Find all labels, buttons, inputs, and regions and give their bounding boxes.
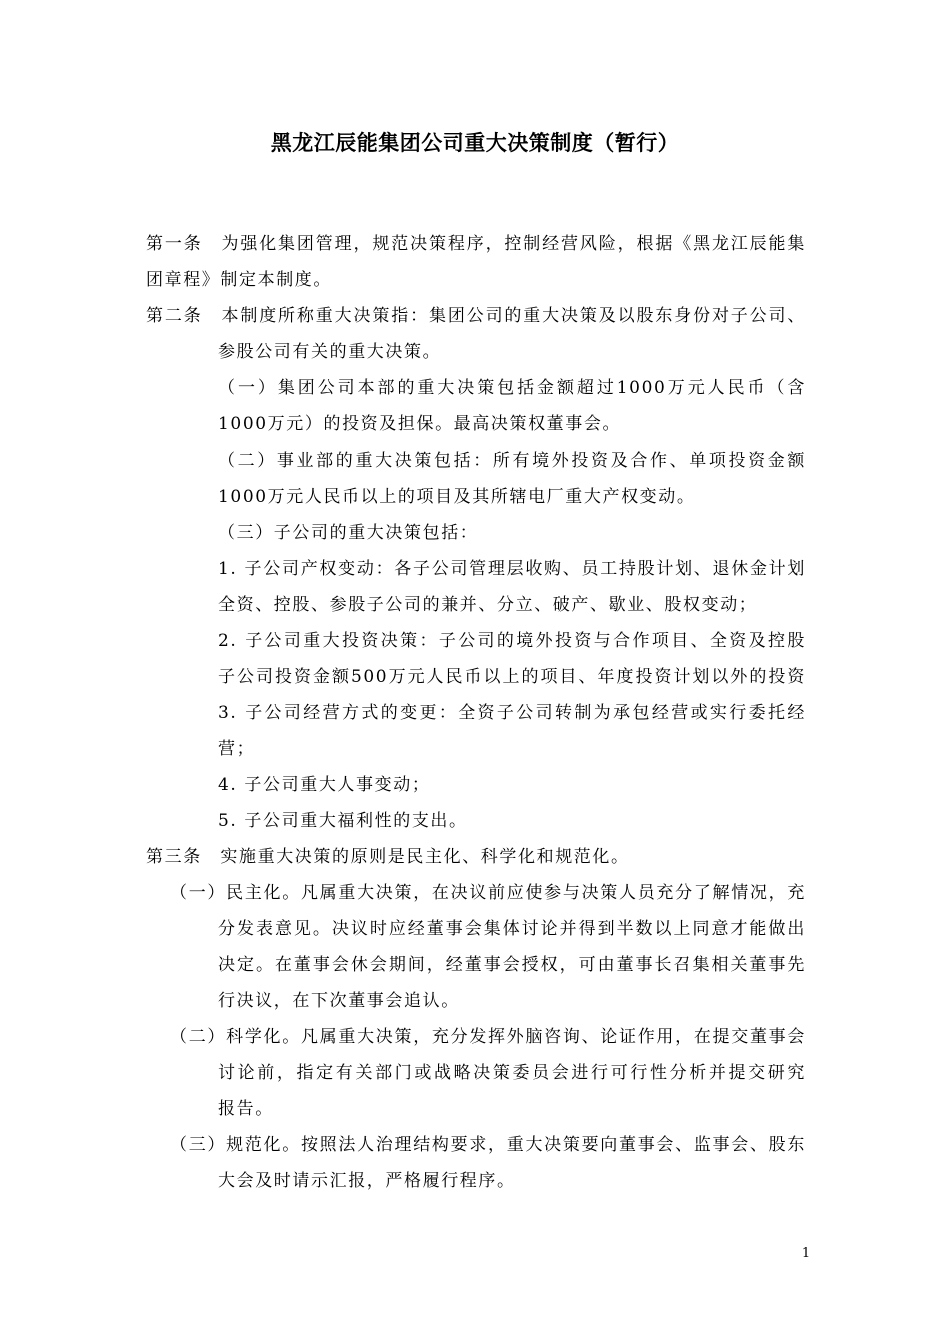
item-3-line-1: 3. 子公司经营方式的变更：全资子公司转制为承包经营或实行委托经	[218, 703, 806, 723]
clause-3-1-line-2: 分发表意见。决议时应经董事会集体讨论并得到半数以上同意才能做出	[218, 919, 806, 939]
clause-3-1-line-1: （一）民主化。凡属重大决策，在决议前应使参与决策人员充分了解情况，充	[170, 883, 806, 903]
clause-2-1-line-1: （一）集团公司本部的重大决策包括金额超过1000万元人民币（含	[218, 378, 806, 398]
clause-3-1-line-4: 行决议，在下次董事会追认。	[218, 991, 460, 1011]
article-1-line-2: 团章程》制定本制度。	[146, 270, 332, 290]
item-2-line-1: 2. 子公司重大投资决策：子公司的境外投资与合作项目、全资及控股	[218, 631, 806, 651]
clause-3-2-line-3: 报告。	[218, 1099, 274, 1119]
clause-2-3-heading: （三）子公司的重大决策包括：	[218, 523, 479, 543]
clause-2-2-line-2: 1000万元人民币以上的项目及其所辖电厂重大产权变动。	[218, 487, 696, 507]
item-3-line-2: 营；	[218, 739, 256, 759]
page-number: 1	[801, 1246, 811, 1261]
article-3-line-1: 第三条 实施重大决策的原则是民主化、科学化和规范化。	[146, 847, 630, 867]
item-2-line-2: 子公司投资金额500万元人民币以上的项目、年度投资计划以外的投资	[218, 667, 806, 687]
article-1-line-1: 第一条 为强化集团管理，规范决策程序，控制经营风险，根据《黑龙江辰能集	[146, 234, 806, 254]
clause-3-3-line-1: （三）规范化。按照法人治理结构要求，重大决策要向董事会、监事会、股东	[170, 1135, 806, 1155]
item-1-line-2: 全资、控股、参股子公司的兼并、分立、破产、歇业、股权变动；	[218, 595, 758, 615]
article-2-line-2: 参股公司有关的重大决策。	[218, 342, 442, 362]
clause-3-2-line-2: 讨论前，指定有关部门或战略决策委员会进行可行性分析并提交研究	[218, 1063, 806, 1083]
article-2-line-1: 第二条 本制度所称重大决策指：集团公司的重大决策及以股东身份对子公司、	[146, 306, 806, 326]
item-5: 5. 子公司重大福利性的支出。	[218, 811, 468, 831]
document-title: 黑龙江辰能集团公司重大决策制度（暂行）	[270, 131, 680, 155]
item-4: 4. 子公司重大人事变动；	[218, 775, 431, 795]
clause-3-2-line-1: （二）科学化。凡属重大决策，充分发挥外脑咨询、论证作用，在提交董事会	[170, 1027, 806, 1047]
clause-3-1-line-3: 决定。在董事会休会期间，经董事会授权，可由董事长召集相关董事先	[218, 955, 806, 975]
clause-2-2-line-1: （二）事业部的重大决策包括：所有境外投资及合作、单项投资金额	[218, 451, 806, 471]
item-1-line-1: 1. 子公司产权变动：各子公司管理层收购、员工持股计划、退休金计划	[218, 559, 806, 579]
clause-2-1-line-2: 1000万元）的投资及担保。最高决策权董事会。	[218, 414, 622, 434]
clause-3-3-line-2: 大会及时请示汇报，严格履行程序。	[218, 1171, 516, 1191]
